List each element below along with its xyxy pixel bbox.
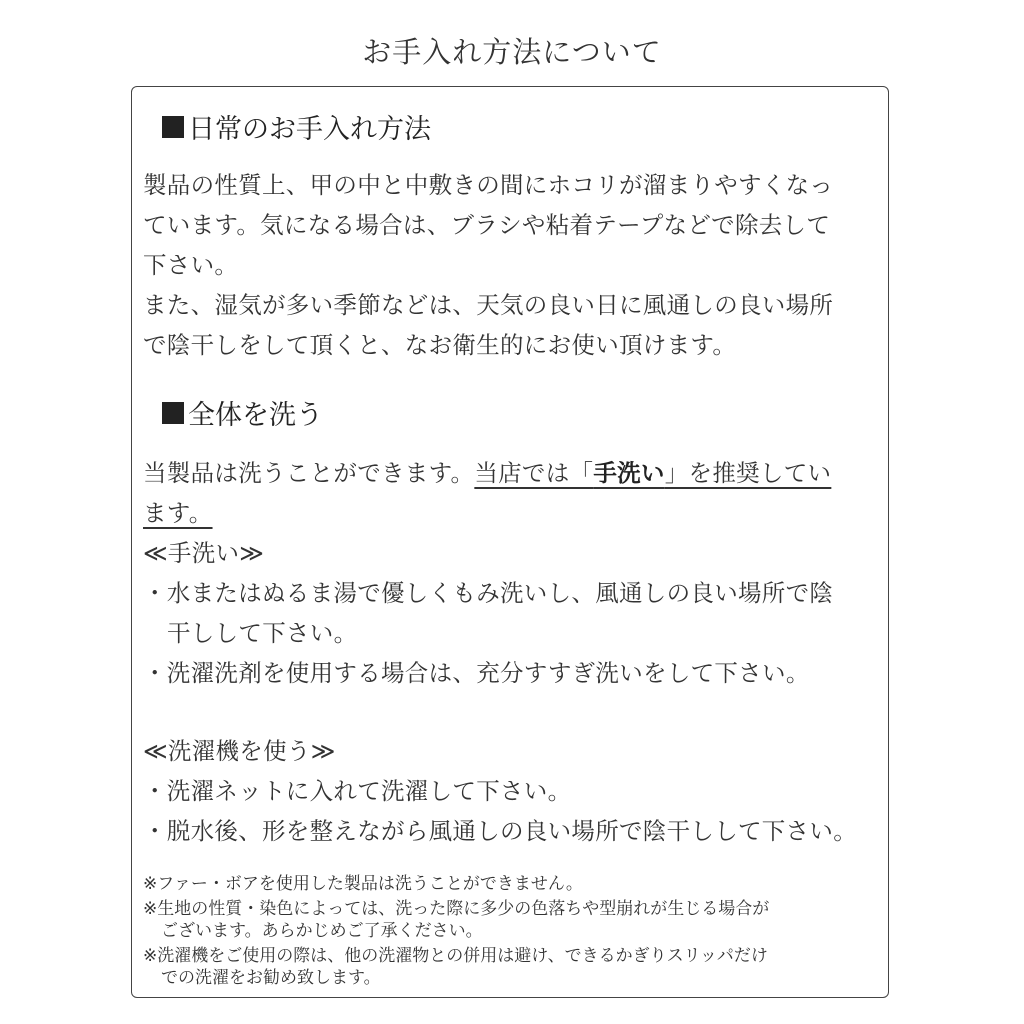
machine-wash-title: ≪洗濯機を使う≫	[143, 737, 336, 765]
wash-intro	[143, 453, 883, 693]
wash-heading	[162, 393, 323, 432]
recommendation-underlined: 当店では「手洗い」を推奨してい	[474, 459, 832, 487]
text-line: で陰干しをして頂くと、なお衛生的にお使い頂けます。	[143, 331, 737, 359]
hand-wash-title: ≪手洗い≫	[143, 539, 265, 567]
care-instructions-card	[131, 86, 889, 998]
daily-care-heading-text: 日常のお手入れ方法	[188, 114, 431, 145]
hand-wash-emphasis: 手洗い	[593, 459, 665, 487]
daily-care-heading	[162, 107, 431, 146]
text-line: 下さい。	[143, 251, 239, 279]
list-item: ・洗濯ネットに入れて洗濯して下さい。	[143, 777, 572, 805]
note-text: での洗濯をお勧め致します。	[161, 968, 381, 988]
text-line: 製品の性質上、甲の中と中敷きの間にホコリが溜まりやすくなっ	[143, 171, 834, 199]
list-item: ・水またはぬるま湯で優しくもみ洗いし、風通しの良い場所で陰	[143, 579, 834, 607]
recommendation-underlined-cont: ます。	[143, 499, 213, 527]
text-line: ています。気になる場合は、ブラシや粘着テープなどで除去して	[143, 211, 831, 239]
machine-wash	[143, 731, 883, 851]
list-item: ・洗濯洗剤を使用する場合は、充分すすぎ洗いをして下さい。	[143, 659, 810, 687]
wash-intro-text: 当製品は洗うことができます。	[143, 459, 475, 487]
note-text: ※洗濯機をご使用の際は、他の洗濯物との併用は避け、できるかぎりスリッパだけ	[143, 946, 768, 966]
page-title: お手入れ方法について	[362, 35, 662, 69]
daily-care-text	[143, 165, 883, 365]
list-item: ・脱水後、形を整えながら風通しの良い場所で陰干しして下さい。	[143, 817, 857, 845]
square-bullet-icon	[162, 116, 184, 138]
note-text: ※生地の性質・染色によっては、洗った際に多少の色落ちや型崩れが生じる場合が	[143, 899, 770, 919]
square-bullet-icon	[162, 402, 184, 424]
list-item-cont: 干しして下さい。	[167, 619, 358, 647]
note-text: ございます。あらかじめご了承ください。	[161, 921, 483, 941]
wash-heading-text: 全体を洗う	[188, 400, 323, 431]
note-text: ※ファー・ボアを使用した製品は洗うことができません。	[143, 874, 583, 894]
notes	[143, 873, 888, 989]
text-line: また、湿気が多い季節などは、天気の良い日に風通しの良い場所	[143, 291, 834, 319]
